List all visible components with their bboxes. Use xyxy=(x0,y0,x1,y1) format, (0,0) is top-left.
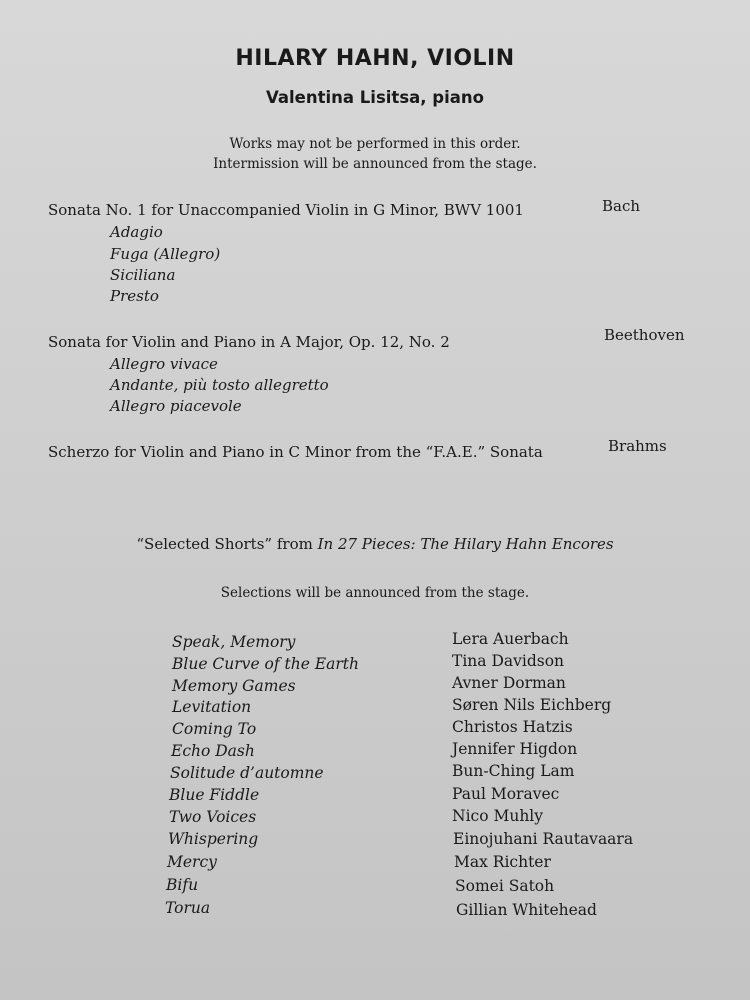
work-title: Sonata for Violin and Piano in A Major, Op. 12, No. 2 xyxy=(48,333,450,351)
movement: Andante, più tosto allegretto xyxy=(110,376,329,394)
short-composer: Tina Davidson xyxy=(452,652,565,670)
movement: Siciliana xyxy=(110,266,176,284)
order-note: Works may not be performed in this order. xyxy=(229,136,521,152)
short-title: Whispering xyxy=(168,830,259,848)
short-title: Echo Dash xyxy=(171,742,255,760)
short-composer: Gillian Whitehead xyxy=(456,901,597,919)
short-title: Memory Games xyxy=(172,677,296,695)
short-composer: Paul Moravec xyxy=(452,785,560,803)
short-composer: Nico Muhly xyxy=(452,807,544,825)
movement: Allegro piacevole xyxy=(110,397,242,415)
short-title: Mercy xyxy=(167,853,217,871)
selections-note: Selections will be announced from the stage. xyxy=(220,585,530,601)
short-title: Torua xyxy=(165,899,211,917)
work-composer: Bach xyxy=(602,197,641,215)
short-title: Bifu xyxy=(166,876,199,894)
movement: Allegro vivace xyxy=(110,355,218,373)
short-title: Levitation xyxy=(172,698,252,716)
movement: Adagio xyxy=(110,223,163,241)
page-title: HILARY HAHN, VIOLIN xyxy=(235,46,515,71)
work-composer: Beethoven xyxy=(604,326,685,344)
work-title: Sonata No. 1 for Unaccompanied Violin in G Minor, BWV 1001 xyxy=(48,201,524,219)
short-title: Two Voices xyxy=(169,808,257,826)
short-composer: Somei Satoh xyxy=(455,877,555,895)
short-composer: Einojuhani Rautavaara xyxy=(453,830,634,848)
movement: Presto xyxy=(110,287,159,305)
page-subtitle: Valentina Lisitsa, piano xyxy=(266,88,484,107)
short-composer: Max Richter xyxy=(454,853,551,871)
short-title: Blue Fiddle xyxy=(169,786,260,804)
short-composer: Jennifer Higdon xyxy=(452,740,578,758)
work-title: Scherzo for Violin and Piano in C Minor from the “F.A.E.” Sonata xyxy=(48,443,543,461)
album-title: In 27 Pieces: The Hilary Hahn Encores xyxy=(317,535,614,553)
short-composer: Avner Dorman xyxy=(452,674,566,692)
short-title: Coming To xyxy=(172,720,257,738)
short-composer: Lera Auerbach xyxy=(452,630,569,648)
intermission-note: Intermission will be announced from the stage. xyxy=(213,156,537,172)
short-title: Blue Curve of the Earth xyxy=(172,655,360,673)
short-composer: Bun-Ching Lam xyxy=(452,762,575,780)
short-composer: Søren Nils Eichberg xyxy=(452,696,612,714)
short-composer: Christos Hatzis xyxy=(452,718,573,736)
short-title: Solitude d’automne xyxy=(170,764,324,782)
movement: Fuga (Allegro) xyxy=(110,245,221,263)
shorts-heading: “Selected Shorts” from In 27 Pieces: The Hilary Hahn Encores xyxy=(136,535,614,553)
work-composer: Brahms xyxy=(608,437,667,455)
short-title: Speak, Memory xyxy=(172,633,296,651)
